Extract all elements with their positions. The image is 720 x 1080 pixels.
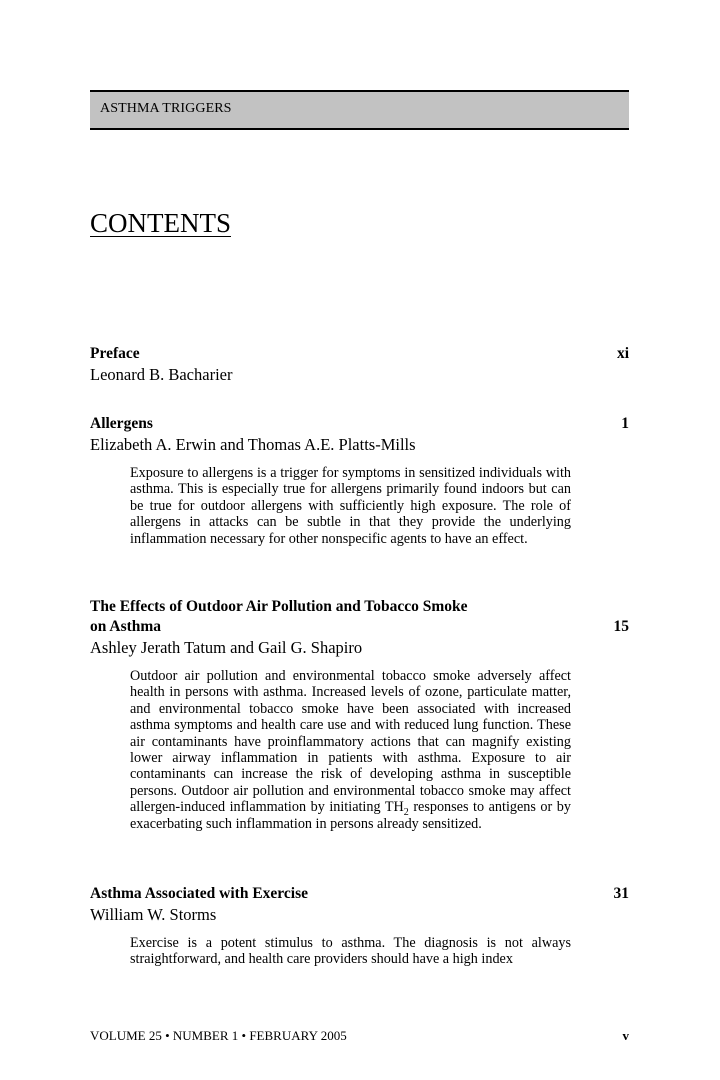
toc-entry-allergens[interactable] [90,414,629,547]
toc-entry-preface[interactable] [90,344,629,385]
entry-page-number: xi [616,345,629,362]
abstract-text-part-2: responses to antigens or by exacerbating such inflammation in persons already sensitized. [130,799,571,832]
entry-author: William W. Storms [90,905,217,924]
entry-abstract: Exposure to allergens is a trigger for symptoms in sensitized individuals with asthma. This is especially true for allergens primarily found indoors but can be true for outdoor allergens with sufficiently high exposure. The role of allergens in attacks can be subtle in that they provide the underlying inflammation necessary for other nonspecific agents to have an effect. [130,465,571,547]
entry-title[interactable]: Preface [90,345,140,362]
entry-title[interactable] [90,597,629,637]
entry-page-number: 31 [613,885,629,902]
entry-title[interactable]: Allergens [90,415,153,432]
journal-title: ASTHMA TRIGGERS [100,101,232,116]
abstract-subscript: 2 [403,807,409,819]
entry-title-line-1: The Effects of Outdoor Air Pollution and Tobacco Smoke [90,598,468,615]
toc-entry-air-pollution[interactable] [90,597,629,832]
footer-page-number: v [622,1028,629,1043]
entry-title[interactable]: Asthma Associated with Exercise [90,885,308,902]
entry-page-number: 1 [621,415,629,432]
footer-issue-info: VOLUME 25 • NUMBER 1 • FEBRUARY 2005 [90,1028,347,1043]
entry-author: Elizabeth A. Erwin and Thomas A.E. Platts-Mills [90,435,416,454]
entry-title-line-2: on Asthma [90,618,162,635]
entry-abstract: Exercise is a potent stimulus to asthma. The diagnosis is not always straightforward, and health care providers should have a high index [130,935,571,968]
abstract-text-part-1: Outdoor air pollution and environmental tobacco smoke adversely affect health in persons with asthma. Increased levels of ozone, particulate matter, and environmental tobacco smoke have been associated with increased asthma symptoms and health care use and with reduced lung function. These air contaminants have proinflammatory actions that can magnify existing lower airway inflammation in patients with asthma. Exposure to air contaminants can increase the risk of developing asthma in susceptible persons. Outdoor air pollution and environmental tobacco smoke may affect allergen-induced inflammation by initiating TH [130,668,571,816]
entry-author: Ashley Jerath Tatum and Gail G. Shapiro [90,638,363,657]
journal-header-bar [90,90,629,130]
entry-author: Leonard B. Bacharier [90,365,233,384]
toc-entry-exercise[interactable] [90,884,629,968]
page-title: CONTENTS [90,208,231,238]
entry-abstract [130,668,571,832]
entry-page-number: 15 [613,618,629,635]
